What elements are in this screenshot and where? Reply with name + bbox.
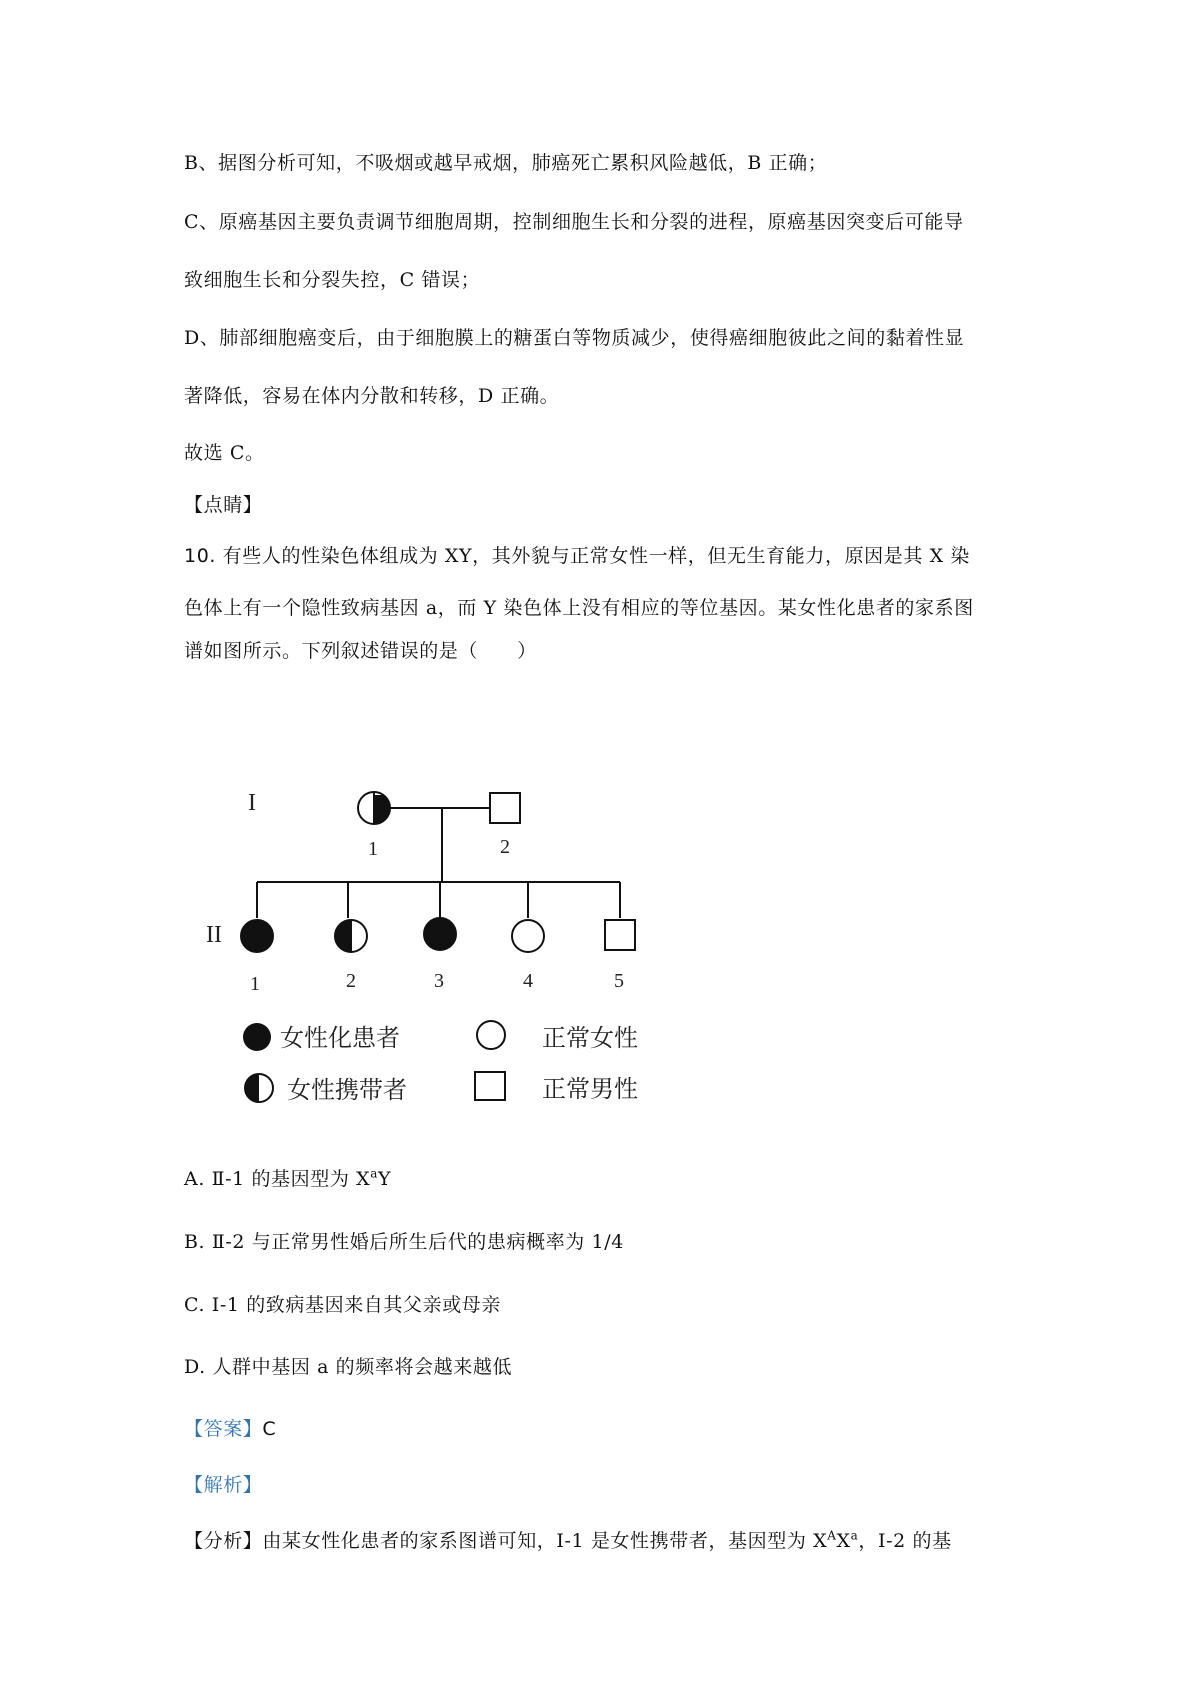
question-stem-line1 (184, 541, 970, 571)
gen1-number-2: 2 (500, 836, 510, 858)
analysis-sup-1: A (827, 1528, 837, 1543)
legend-normal-male-icon (475, 1072, 505, 1100)
gen2-affected-3 (424, 918, 456, 950)
explanation-option-d-line2: 著降低，容易在体内分散和转移，D 正确。 (184, 385, 560, 407)
legend-carrier-label: 女性携带者 (287, 1078, 407, 1104)
option-a (184, 1164, 391, 1194)
legend-normal-female-label: 正常女性 (542, 1026, 638, 1052)
question-stem-text: 有些人的性染色体组成为 XY，其外貌与正常女性一样，但无生育能力，原因是其 X 染 (222, 545, 970, 567)
analysis-label: 【解析】 (184, 1474, 263, 1496)
answer-line (184, 1414, 276, 1444)
answer-label: 【答案】 (184, 1418, 263, 1440)
explanation-option-b: B、据图分析可知，不吸烟或越早戒烟，肺癌死亡累积风险越低，B 正确； (184, 152, 828, 174)
option-a-tail: Y (378, 1168, 392, 1190)
gen2-affected-1 (241, 920, 273, 952)
analysis-tail: ，Ⅰ-2 的基 (858, 1530, 952, 1552)
gen2-carrier-2 (335, 920, 367, 952)
gen2-number-1: 1 (250, 973, 260, 995)
answer-value: C (262, 1418, 277, 1440)
explanation-option-c-line2: 致细胞生长和分裂失控，C 错误； (184, 269, 481, 291)
tip-label: 【点睛】 (184, 494, 263, 516)
gen2-number-4: 4 (523, 970, 533, 992)
legend-affected-icon (243, 1023, 271, 1051)
option-d: D. 人群中基因 a 的频率将会越来越低 (184, 1356, 513, 1378)
generation-2-label: II (206, 922, 222, 948)
legend-carrier-icon (245, 1074, 273, 1102)
gen2-normal-female-4 (512, 920, 544, 952)
analysis-line (184, 1526, 952, 1556)
gen2-number-2: 2 (346, 970, 356, 992)
generation-1-label: I (248, 790, 256, 816)
analysis-mid: X (836, 1530, 851, 1552)
option-b: B. Ⅱ-2 与正常男性婚后所生后代的患病概率为 1/4 (184, 1231, 624, 1253)
gen2-normal-male-5 (605, 920, 635, 950)
explanation-option-d-line1: D、肺部细胞癌变后，由于细胞膜上的糖蛋白等物质减少，使得癌细胞彼此之间的黏着性显 (184, 327, 965, 349)
option-a-superscript: a (370, 1166, 378, 1181)
option-a-text: A. Ⅱ-1 的基因型为 X (184, 1168, 371, 1190)
gen1-normal-male (490, 793, 520, 823)
gen1-female-carrier (358, 792, 390, 824)
question-number: 10. (184, 545, 217, 567)
legend-normal-female-icon (477, 1021, 505, 1049)
analysis-text: 【分析】由某女性化患者的家系图谱可知，Ⅰ-1 是女性携带者，基因型为 X (184, 1530, 828, 1552)
gen2-number-5: 5 (614, 970, 624, 992)
analysis-sup-2: a (850, 1528, 859, 1543)
explanation-conclusion: 故选 C。 (184, 442, 265, 464)
option-c: C. I-1 的致病基因来自其父亲或母亲 (184, 1294, 501, 1316)
pedigree-diagram (206, 760, 710, 1130)
legend-normal-male-label: 正常男性 (542, 1077, 638, 1103)
explanation-option-c-line1: C、原癌基因主要负责调节细胞周期，控制细胞生长和分裂的进程，原癌基因突变后可能导 (184, 211, 964, 233)
gen2-number-3: 3 (434, 970, 444, 992)
legend-affected-label: 女性化患者 (280, 1026, 400, 1052)
question-stem-line3: 谱如图所示。下列叙述错误的是（ ） (184, 640, 537, 662)
question-stem-line2: 色体上有一个隐性致病基因 a，而 Y 染色体上没有相应的等位基因。某女性化患者的家系图 (184, 597, 974, 619)
gen1-number-1: 1 (368, 838, 378, 860)
